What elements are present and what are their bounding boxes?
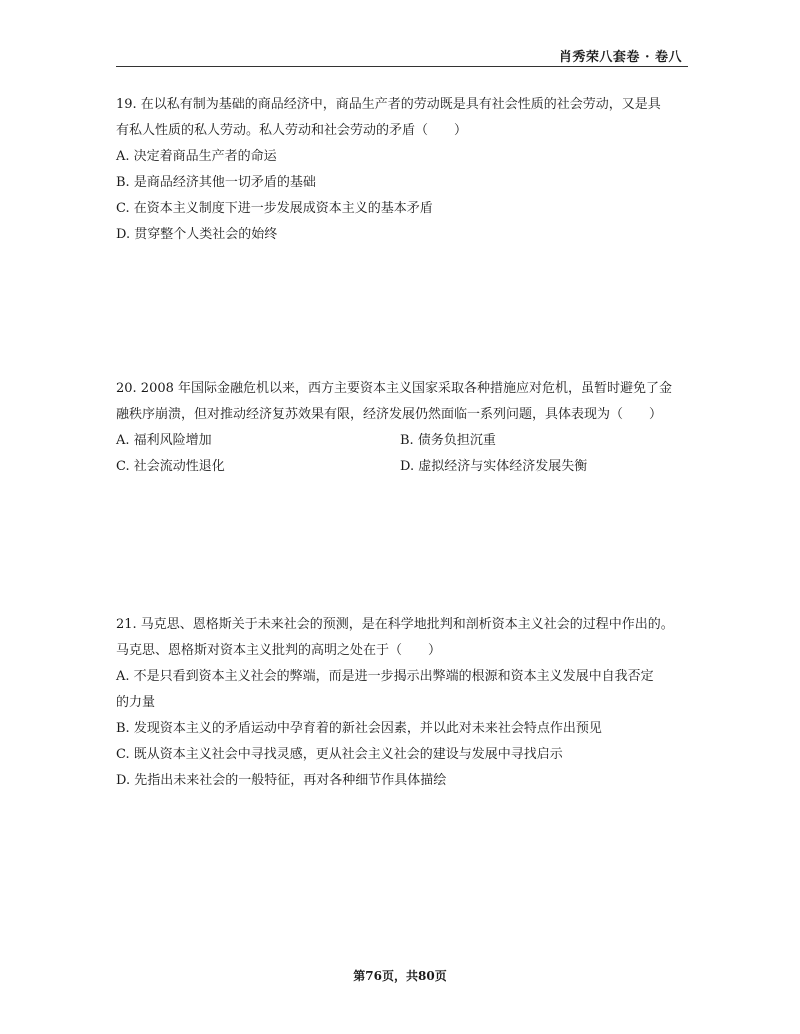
question-stem-line: 20. 2008 年国际金融危机以来，西方主要资本主义国家采取各种措施应对危机，虽暂时避免了金	[116, 381, 673, 396]
header-divider	[116, 66, 688, 67]
option-d: D. 贯穿整个人类社会的始终	[116, 227, 278, 242]
question-stem-line: 马克思、恩格斯对资本主义批判的高明之处在于（ ）	[116, 643, 442, 658]
option-a: A. 福利风险增加	[116, 433, 212, 448]
question-stem-line: 融秩序崩溃，但对推动经济复苏效果有限，经济发展仍然面临一系列问题，具体表现为（ ）	[116, 407, 663, 422]
option-a-continuation: 的力量	[116, 695, 156, 710]
option-d: D. 先指出未来社会的一般特征，再对各种细节作具体描绘	[116, 773, 447, 788]
question-stem-line: 19. 在以私有制为基础的商品经济中，商品生产者的劳动既是具有社会性质的社会劳动，又是具	[116, 97, 661, 112]
option-c: C. 社会流动性退化	[116, 459, 225, 474]
header-title: 肖秀荣八套卷 · 卷八	[558, 50, 682, 65]
option-c: C. 既从资本主义社会中寻找灵感，更从社会主义社会的建设与发展中寻找启示	[116, 747, 563, 762]
page-number: 第76页，共80页	[353, 969, 447, 983]
option-b: B. 是商品经济其他一切矛盾的基础	[116, 175, 316, 190]
question-stem-line: 21. 马克思、恩格斯关于未来社会的预测，是在科学地批判和剖析资本主义社会的过程中作出的。	[116, 617, 674, 632]
question-stem-line: 有私人性质的私人劳动。私人劳动和社会劳动的矛盾（ ）	[116, 123, 468, 138]
option-b: B. 发现资本主义的矛盾运动中孕育着的新社会因素，并以此对未来社会特点作出预见	[116, 721, 602, 736]
option-b: B. 债务负担沉重	[400, 433, 496, 448]
question-21	[116, 612, 696, 794]
option-c: C. 在资本主义制度下进一步发展成资本主义的基本矛盾	[116, 201, 433, 216]
option-a: A. 不是只看到资本主义社会的弊端，而是进一步揭示出弊端的根源和资本主义发展中自我否定	[116, 669, 654, 684]
option-a: A. 决定着商品生产者的命运	[116, 149, 277, 164]
option-d: D. 虚拟经济与实体经济发展失衡	[400, 459, 588, 474]
option-row	[116, 428, 696, 454]
question-20	[116, 376, 696, 480]
question-19	[116, 92, 696, 248]
option-row	[116, 454, 696, 480]
